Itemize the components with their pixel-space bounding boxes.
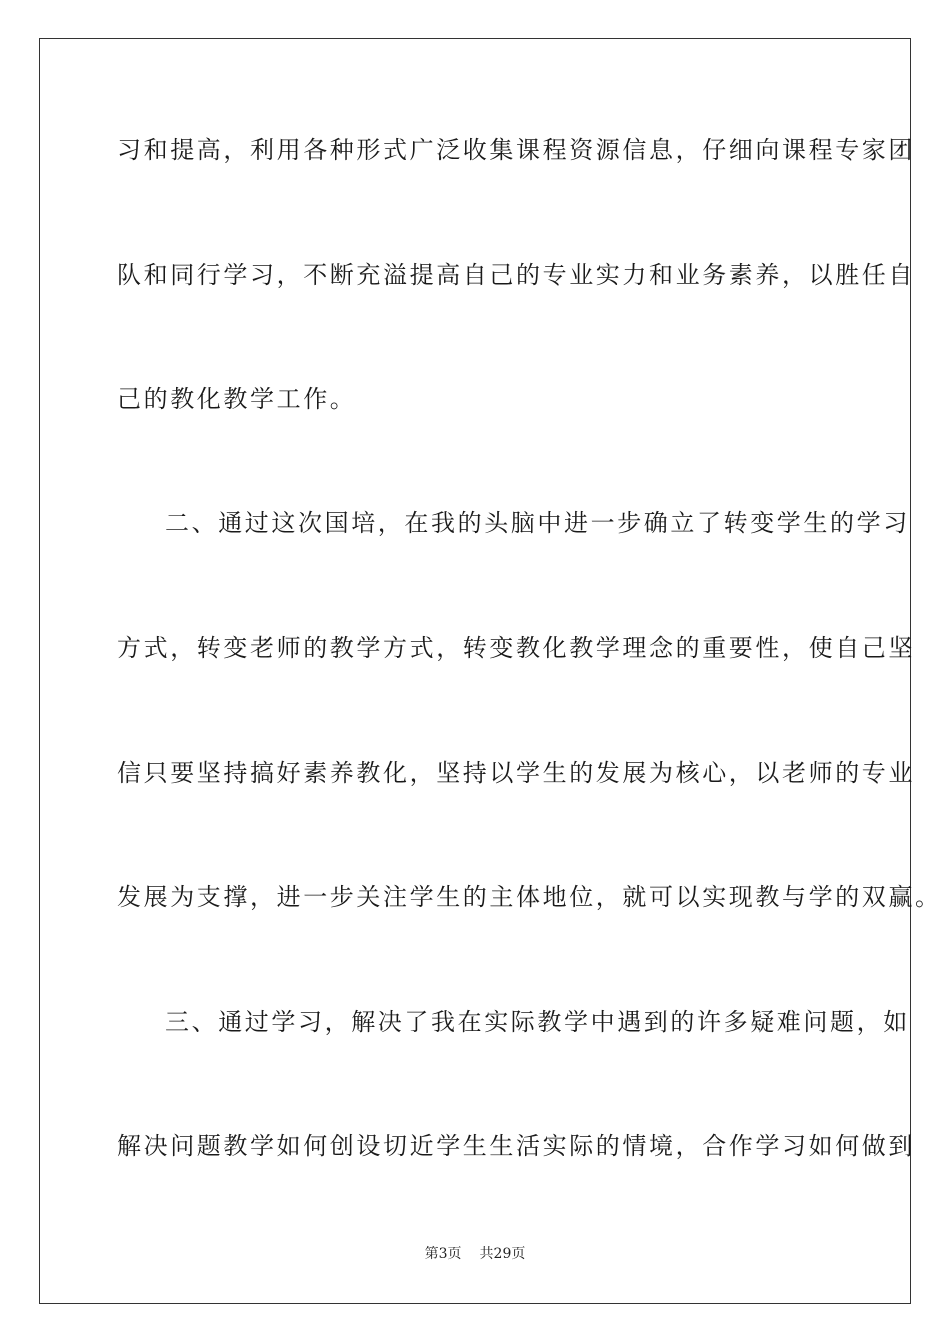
paragraph-line: 发展为支撑，进一步关注学生的主体地位，就可以实现教与学的双赢。 [117, 883, 942, 911]
paragraph-line: 习和提高，利用各种形式广泛收集课程资源信息，仔细向课程专家团 [117, 136, 915, 164]
page-number: 第3页 [424, 1246, 462, 1262]
paragraph-line: 队和同行学习，不断充溢提高自己的专业实力和业务素养，以胜任自 [117, 261, 915, 289]
page-footer [0, 1244, 950, 1264]
paragraph-line: 信只要坚持搞好素养教化，坚持以学生的发展为核心，以老师的专业 [117, 759, 915, 787]
total-pages: 共29页 [479, 1246, 526, 1262]
paragraph-line: 三、通过学习，解决了我在实际教学中遇到的许多疑难问题，如 [165, 1008, 910, 1036]
page-frame [39, 38, 942, 1304]
paragraph-line: 二、通过这次国培，在我的头脑中进一步确立了转变学生的学习 [165, 509, 910, 537]
paragraph-line: 己的教化教学工作。 [117, 385, 357, 413]
paragraph-line: 方式，转变老师的教学方式，转变教化教学理念的重要性，使自己坚 [117, 634, 915, 662]
paragraph-line: 解决问题教学如何创设切近学生生活实际的情境，合作学习如何做到 [117, 1132, 915, 1160]
